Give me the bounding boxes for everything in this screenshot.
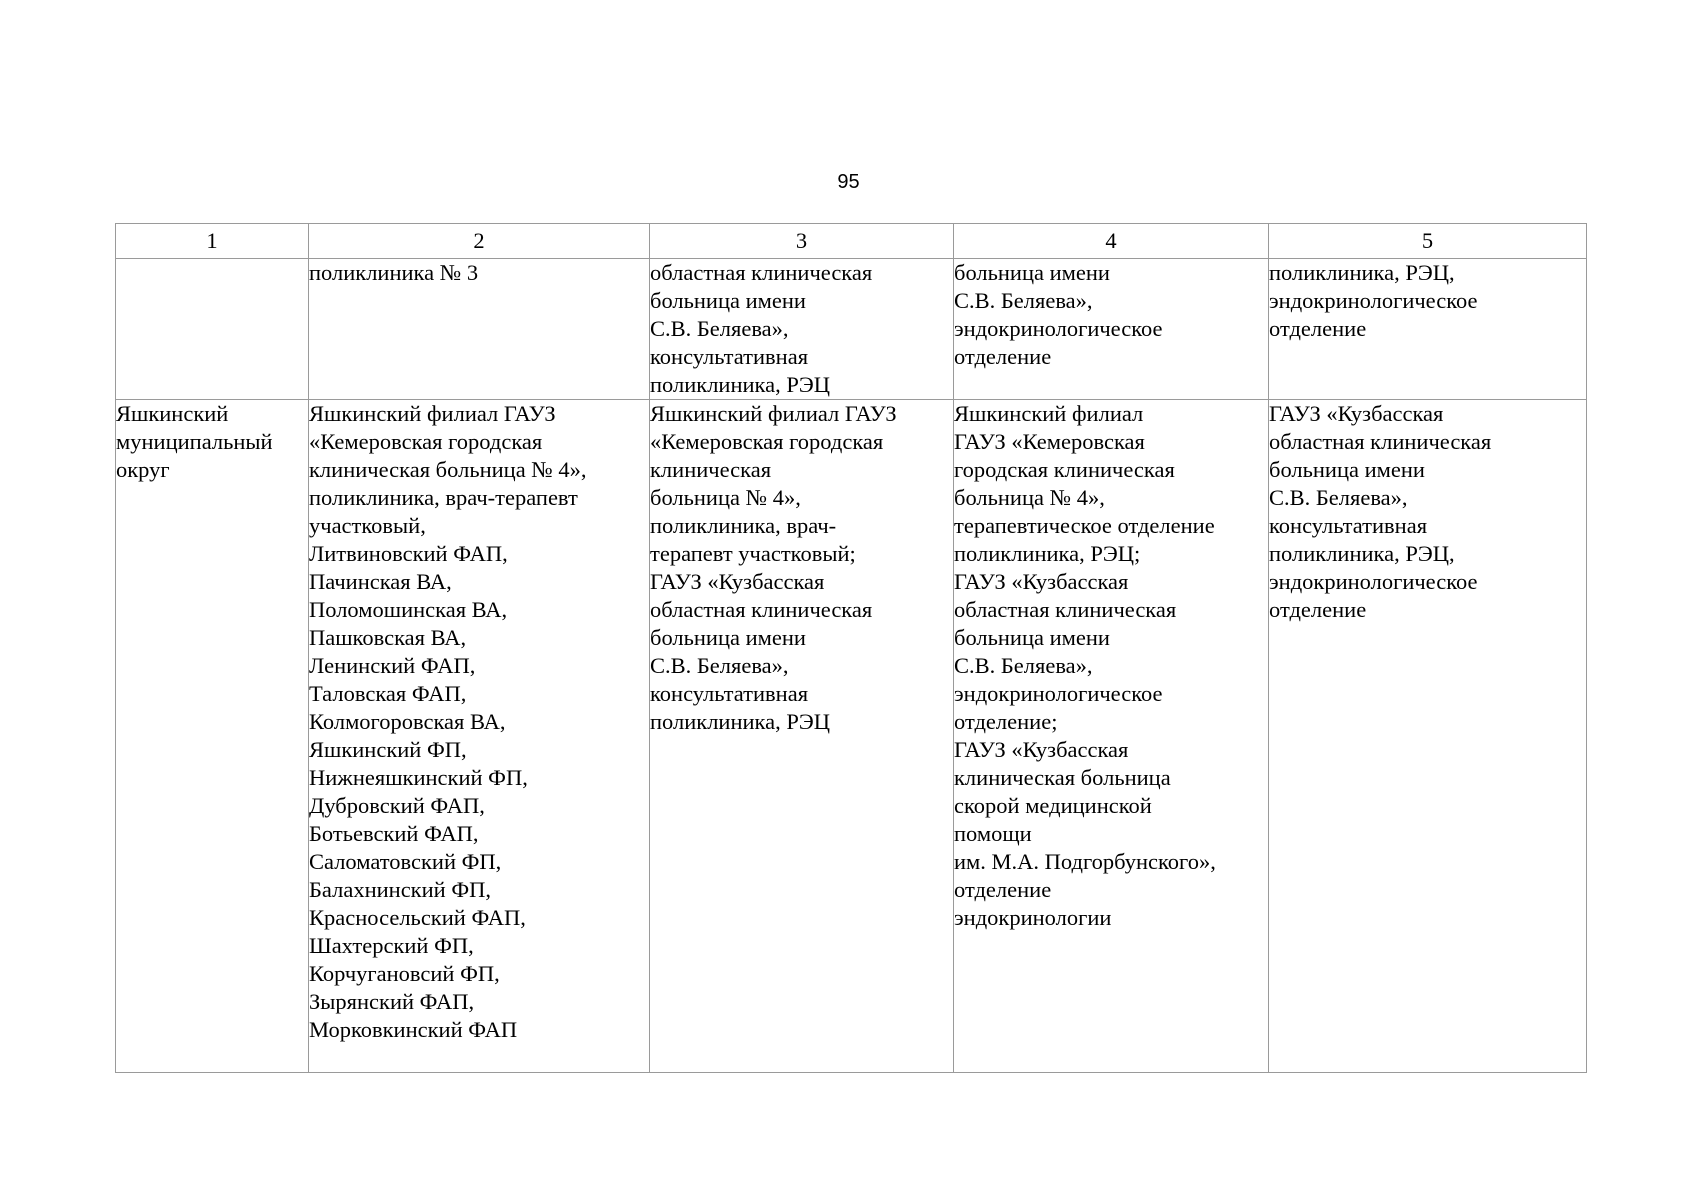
table-cell: Яшкинский филиал ГАУЗ «Кемеровская городская клиническая больница № 4», терапевтическое отделение поликлиника, РЭЦ; ГАУЗ «Кузбасская областная клиническая больница имени С.В. Беляева», эндокринологическое отделение; ГАУЗ «Кузбасская клиническая больница скорой медицинской помощи им. М.А. Подгорбунского», отделение эндокринологии — [954, 400, 1269, 1073]
table-cell: больница имени С.В. Беляева», эндокринологическое отделение — [954, 259, 1269, 400]
column-header-3: 3 — [650, 224, 954, 259]
table-cell: областная клиническая больница имени С.В. Беляева», консультативная поликлиника, РЭЦ — [650, 259, 954, 400]
table-cell: поликлиника, РЭЦ, эндокринологическое отделение — [1269, 259, 1587, 400]
table-row — [116, 259, 1587, 400]
table-header — [116, 224, 1587, 259]
table-cell: ГАУЗ «Кузбасская областная клиническая больница имени С.В. Беляева», консультативная поликлиника, РЭЦ, эндокринологическое отделение — [1269, 400, 1587, 1073]
table-row — [116, 400, 1587, 1073]
table-cell: Яшкинский филиал ГАУЗ «Кемеровская городская клиническая больница № 4», поликлиника, врач-терапевт участковый, Литвиновский ФАП, Пачинская ВА, Поломошинская ВА, Пашковская ВА, Ленинский ФАП, Таловская ФАП, Колмогоровская ВА, Яшкинский ФП, Нижнеяшкинский ФП, Дубровский ФАП, Ботьевский ФАП, Саломатовский ФП, Балахнинский ФП, Красносельский ФАП, Шахтерский ФП, Корчугановсий ФП, Зырянский ФАП, Морковкинский ФАП — [309, 400, 650, 1073]
table-cell — [116, 259, 309, 400]
table-cell: Яшкинский филиал ГАУЗ «Кемеровская городская клиническая больница № 4», поликлиника, врач- терапевт участковый; ГАУЗ «Кузбасская областная клиническая больница имени С.В. Беляева», консультативная поликлиника, РЭЦ — [650, 400, 954, 1073]
header-row — [116, 224, 1587, 259]
column-header-1: 1 — [116, 224, 309, 259]
data-table — [115, 223, 1587, 1073]
page-number: 95 — [837, 171, 860, 193]
column-header-5: 5 — [1269, 224, 1587, 259]
table-cell: Яшкинский муниципальный округ — [116, 400, 309, 1073]
table-body — [116, 259, 1587, 1073]
column-header-2: 2 — [309, 224, 650, 259]
table-cell: поликлиника № 3 — [309, 259, 650, 400]
column-header-4: 4 — [954, 224, 1269, 259]
